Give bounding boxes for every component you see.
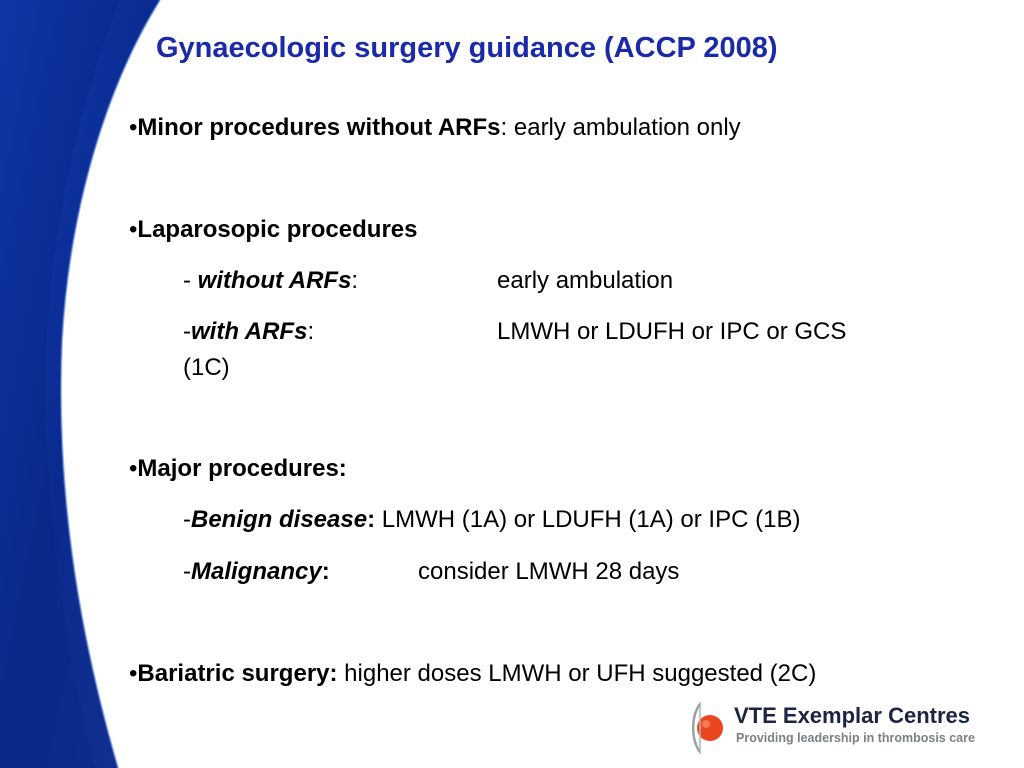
logo-tagline: Providing leadership in thrombosis care xyxy=(736,731,975,745)
dash-mark: - xyxy=(183,267,198,294)
with-arfs-value: LMWH or LDUFH or IPC or GCS xyxy=(497,318,847,345)
logo-title: VTE Exemplar Centres xyxy=(734,703,970,728)
benign-disease-label: Benign disease xyxy=(191,506,368,533)
colon: : xyxy=(351,267,359,294)
bullet-major-procedures xyxy=(129,455,347,483)
logo-emblem-icon xyxy=(688,700,730,756)
bariatric-text: higher doses LMWH or UFH suggested (2C) xyxy=(337,660,817,687)
minor-procedures-label: Minor procedures without ARFs xyxy=(137,114,501,141)
benign-disease-value: LMWH (1A) or LDUFH (1A) or IPC (1B) xyxy=(375,506,801,533)
without-arfs-label: without ARFs xyxy=(197,267,352,294)
subitem-malignancy xyxy=(183,558,330,586)
malignancy-label: Malignancy xyxy=(191,558,322,585)
dash-mark: - xyxy=(183,506,191,533)
vte-exemplar-logo xyxy=(688,700,998,756)
with-arfs-grade: (1C) xyxy=(183,354,230,381)
colon: : xyxy=(321,558,330,585)
bullet-mark: • xyxy=(129,114,138,141)
bullet-minor-procedures xyxy=(129,114,741,142)
bullet-bariatric-surgery xyxy=(129,660,816,688)
subitem-with-arfs xyxy=(183,318,314,346)
bullet-mark: • xyxy=(129,216,138,243)
dash-mark: - xyxy=(183,558,191,585)
subitem-benign-disease xyxy=(183,506,800,534)
bullet-mark: • xyxy=(129,455,138,482)
minor-procedures-text: : early ambulation only xyxy=(500,114,741,141)
laparoscopic-label: Laparosopic procedures xyxy=(137,216,418,243)
bullet-laparoscopic-procedures xyxy=(129,216,417,244)
with-arfs-label: with ARFs xyxy=(191,318,308,345)
dash-mark: - xyxy=(183,318,191,345)
bullet-mark: • xyxy=(129,660,138,687)
colon: : xyxy=(307,318,315,345)
malignancy-value: consider LMWH 28 days xyxy=(418,558,680,585)
slide-title: Gynaecologic surgery guidance (ACCP 2008) xyxy=(156,32,778,64)
colon: : xyxy=(367,506,376,533)
subitem-without-arfs xyxy=(183,267,358,295)
major-procedures-label: Major procedures: xyxy=(137,455,347,482)
bariatric-label: Bariatric surgery: xyxy=(137,660,338,687)
without-arfs-value: early ambulation xyxy=(497,267,674,294)
